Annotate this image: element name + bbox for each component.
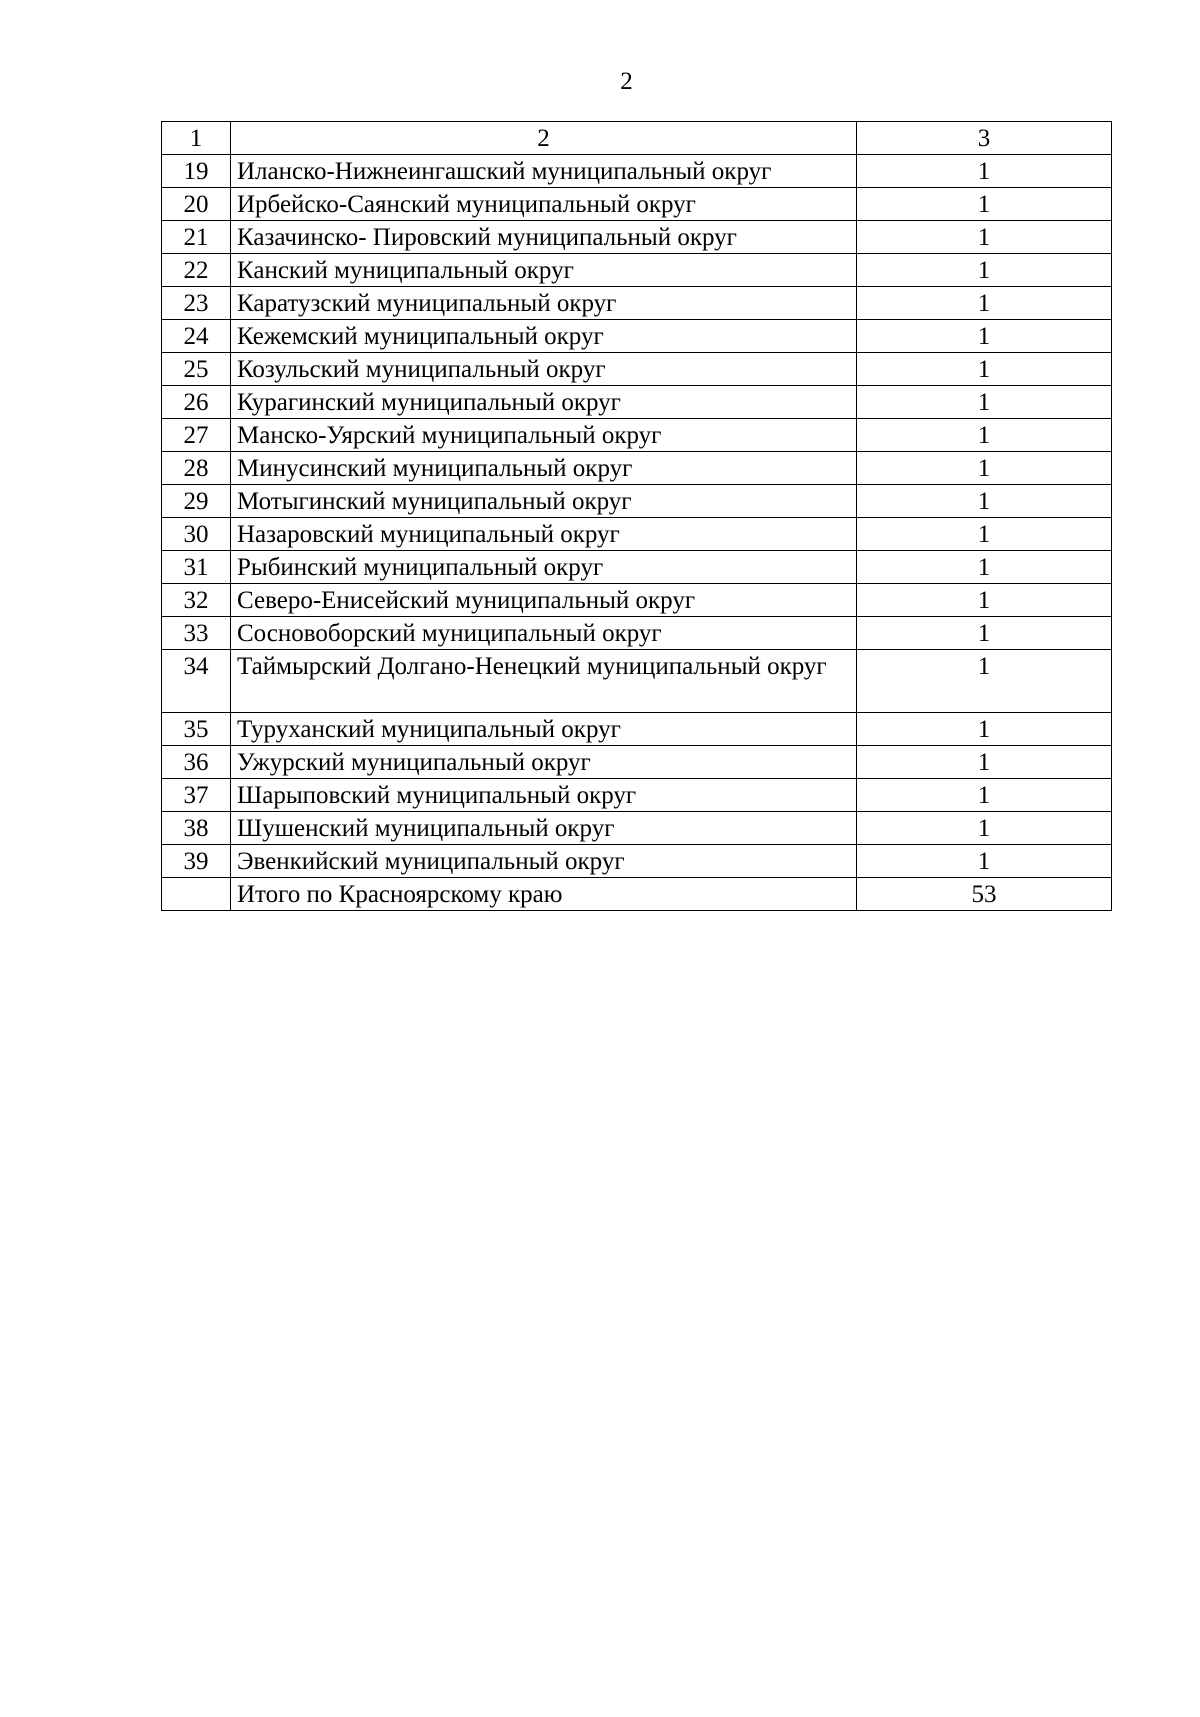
cell-number	[162, 287, 231, 320]
cell-count	[857, 188, 1112, 221]
cell-count-text: 1	[977, 224, 991, 251]
cell-count-text: 1	[977, 716, 991, 743]
table-row	[162, 518, 1112, 551]
cell-count	[857, 746, 1112, 779]
header-name-text: 2	[537, 125, 550, 152]
cell-count-text: 1	[977, 158, 991, 185]
cell-district-name-text: Курагинский муниципальный округ	[237, 389, 621, 416]
table-row	[162, 779, 1112, 812]
table-row	[162, 551, 1112, 584]
cell-number-text: 26	[183, 389, 209, 416]
table-row	[162, 650, 1112, 713]
cell-district-name-text: Кежемский муниципальный округ	[237, 323, 604, 350]
cell-number-text: 38	[183, 815, 209, 842]
cell-count-text: 1	[977, 749, 991, 776]
table-row	[162, 155, 1112, 188]
table-row	[162, 320, 1112, 353]
cell-count-text: 1	[977, 848, 991, 875]
cell-district-name	[231, 878, 857, 911]
cell-number-text	[162, 878, 230, 881]
cell-district-name	[231, 845, 857, 878]
cell-district-name	[231, 386, 857, 419]
cell-number	[162, 221, 231, 254]
cell-number	[162, 485, 231, 518]
table-row	[162, 812, 1112, 845]
cell-number	[162, 386, 231, 419]
cell-number	[162, 584, 231, 617]
cell-count	[857, 155, 1112, 188]
cell-count-text: 1	[977, 782, 991, 809]
cell-count	[857, 845, 1112, 878]
cell-district-name-text: Манско-Уярский муниципальный округ	[237, 422, 662, 449]
cell-count	[857, 878, 1112, 911]
table-total-row	[162, 878, 1112, 911]
table-row	[162, 845, 1112, 878]
cell-count	[857, 353, 1112, 386]
cell-count	[857, 452, 1112, 485]
cell-number	[162, 713, 231, 746]
cell-count-text: 1	[977, 488, 991, 515]
table-row	[162, 386, 1112, 419]
cell-district-name	[231, 287, 857, 320]
cell-number	[162, 551, 231, 584]
cell-number-text: 28	[183, 455, 209, 482]
cell-district-name-text: Иланско-Нижнеингашский муниципальный округ	[237, 158, 772, 185]
cell-number	[162, 419, 231, 452]
cell-district-name-text: Мотыгинский муниципальный округ	[237, 488, 632, 515]
cell-count	[857, 713, 1112, 746]
cell-district-name-text: Ужурский муниципальный округ	[237, 749, 591, 776]
cell-district-name-text: Шушенский муниципальный округ	[237, 815, 615, 842]
cell-count-text: 1	[977, 257, 991, 284]
cell-count-text: 1	[977, 323, 991, 350]
cell-district-name-text: Шарыповский муниципальный округ	[237, 782, 637, 809]
cell-count-text: 1	[977, 389, 991, 416]
cell-number	[162, 845, 231, 878]
cell-number-text: 33	[183, 620, 209, 647]
cell-district-name-text: Сосновоборский муниципальный округ	[237, 620, 662, 647]
cell-count-text: 1	[977, 653, 991, 680]
cell-district-name-text: Назаровский муниципальный округ	[237, 521, 620, 548]
cell-count	[857, 518, 1112, 551]
cell-number	[162, 254, 231, 287]
table-row	[162, 617, 1112, 650]
cell-district-name-text: Туруханский муниципальный округ	[237, 716, 621, 743]
cell-count	[857, 551, 1112, 584]
cell-number-text: 29	[183, 488, 209, 515]
header-count-text: 3	[977, 125, 991, 152]
cell-district-name	[231, 812, 857, 845]
cell-count	[857, 221, 1112, 254]
cell-district-name	[231, 452, 857, 485]
cell-number	[162, 452, 231, 485]
cell-number-text: 21	[183, 224, 209, 251]
cell-count	[857, 584, 1112, 617]
header-cell-number	[162, 122, 231, 155]
cell-district-name-text: Рыбинский муниципальный округ	[237, 554, 604, 581]
cell-count	[857, 419, 1112, 452]
cell-district-name	[231, 650, 857, 713]
cell-count-text: 1	[977, 422, 991, 449]
table-row	[162, 746, 1112, 779]
page-number: 2	[620, 68, 633, 95]
table-row	[162, 188, 1112, 221]
cell-district-name	[231, 155, 857, 188]
table-row	[162, 485, 1112, 518]
cell-district-name	[231, 584, 857, 617]
table-row	[162, 254, 1112, 287]
cell-district-name	[231, 188, 857, 221]
cell-number-text: 20	[183, 191, 209, 218]
cell-district-name	[231, 551, 857, 584]
cell-number	[162, 779, 231, 812]
cell-district-name	[231, 713, 857, 746]
cell-district-name-text: Итого по Красноярскому краю	[237, 881, 563, 908]
cell-count-text: 1	[977, 356, 991, 383]
cell-district-name	[231, 485, 857, 518]
cell-number	[162, 518, 231, 551]
cell-district-name-text: Каратузский муниципальный округ	[237, 290, 617, 317]
table-row	[162, 584, 1112, 617]
table-row	[162, 353, 1112, 386]
cell-district-name-text: Казачинско- Пировский муниципальный округ	[237, 224, 737, 251]
cell-district-name	[231, 746, 857, 779]
cell-number-text: 36	[183, 749, 209, 776]
cell-count	[857, 485, 1112, 518]
table-body	[162, 122, 1112, 911]
cell-district-name-text: Таймырский Долгано-Ненецкий муниципальный округ	[237, 653, 827, 680]
cell-number-text: 23	[183, 290, 209, 317]
cell-number-text: 27	[183, 422, 209, 449]
cell-count-text: 1	[977, 521, 991, 548]
cell-number	[162, 878, 231, 911]
cell-count	[857, 287, 1112, 320]
cell-district-name	[231, 320, 857, 353]
cell-number	[162, 812, 231, 845]
cell-district-name-text: Козульский муниципальный округ	[237, 356, 606, 383]
cell-count-text: 1	[977, 620, 991, 647]
cell-count	[857, 386, 1112, 419]
cell-number-text: 34	[183, 653, 209, 680]
cell-number-text: 32	[183, 587, 209, 614]
cell-number-text: 31	[183, 554, 209, 581]
cell-count-text: 53	[971, 881, 997, 908]
cell-count-text: 1	[977, 191, 991, 218]
cell-number-text: 37	[183, 782, 209, 809]
header-cell-count	[857, 122, 1112, 155]
cell-count	[857, 617, 1112, 650]
cell-district-name	[231, 779, 857, 812]
cell-count	[857, 320, 1112, 353]
cell-number	[162, 188, 231, 221]
cell-count-text: 1	[977, 290, 991, 317]
cell-district-name	[231, 419, 857, 452]
cell-district-name-text: Северо-Енисейский муниципальный округ	[237, 587, 696, 614]
cell-number-text: 22	[183, 257, 209, 284]
cell-count-text: 1	[977, 455, 991, 482]
table-row	[162, 452, 1112, 485]
cell-district-name	[231, 353, 857, 386]
cell-number	[162, 320, 231, 353]
districts-table	[161, 121, 1112, 911]
cell-number	[162, 617, 231, 650]
table-header-row	[162, 122, 1112, 155]
cell-number	[162, 353, 231, 386]
cell-district-name-text: Канский муниципальный округ	[237, 257, 574, 284]
cell-district-name	[231, 254, 857, 287]
cell-count	[857, 254, 1112, 287]
cell-number	[162, 650, 231, 713]
cell-count-text: 1	[977, 587, 991, 614]
header-number-text: 1	[189, 125, 203, 152]
cell-district-name-text: Эвенкийский муниципальный округ	[237, 848, 625, 875]
cell-number	[162, 746, 231, 779]
cell-number-text: 25	[183, 356, 209, 383]
cell-number	[162, 155, 231, 188]
cell-count	[857, 650, 1112, 713]
cell-number-text: 24	[183, 323, 209, 350]
cell-district-name	[231, 518, 857, 551]
table-row	[162, 221, 1112, 254]
table-row	[162, 287, 1112, 320]
cell-district-name	[231, 221, 857, 254]
cell-count-text: 1	[977, 554, 991, 581]
cell-district-name	[231, 617, 857, 650]
cell-number-text: 30	[183, 521, 209, 548]
cell-number-text: 39	[183, 848, 209, 875]
cell-district-name-text: Ирбейско-Саянский муниципальный округ	[237, 191, 696, 218]
cell-count	[857, 812, 1112, 845]
cell-count	[857, 779, 1112, 812]
cell-number-text: 35	[183, 716, 209, 743]
cell-count-text: 1	[977, 815, 991, 842]
table-row	[162, 713, 1112, 746]
header-cell-name	[231, 122, 857, 155]
cell-number-text: 19	[183, 158, 209, 185]
cell-district-name-text: Минусинский муниципальный округ	[237, 455, 633, 482]
table-row	[162, 419, 1112, 452]
